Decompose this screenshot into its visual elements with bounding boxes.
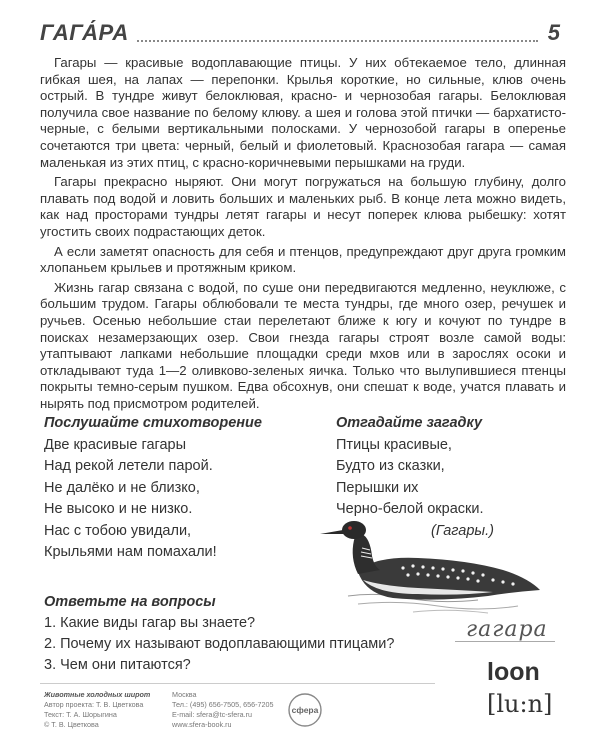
cursive-baseline: [455, 641, 555, 642]
question-item: 3. Чем они питаются?: [44, 657, 191, 673]
riddle-line: Черно-белой окраски.: [336, 501, 484, 517]
footer-credit-line: Текст: Т. А. Шорыгина: [44, 710, 117, 719]
footer-book-title: Животные холодных широт: [44, 690, 151, 699]
paragraph: Жизнь гагар связана с водой, по суше они передвигаются медленно, неуклюже, с большим трудом. Гагары облюбовали те места тундры, где много озер, речушек и ручьев. Осенью небольшие стаи перелетают ближе к югу и кочуют по тундре в поисках незамерзающих озер. Свои гнезда гагары строят возле самой воды: утаптывают лапками небольшие площадки среди мхов или в зарослях осоки и откладывают туда 1—2 оливково-зеленых яичка. Только что вылупившиеся птенцы покрыты темно-серым пушком. Едва обсохнув, они спешат к воде, учатся плавать и нырять под присмотром родителей.: [40, 279, 566, 411]
riddle-answer: (Гагары.): [431, 522, 494, 539]
footer-contact-line: www.sfera-book.ru: [172, 720, 232, 729]
riddle-title: Отгадайте загадку: [336, 415, 483, 431]
footer-credit-line: © Т. В. Цветкова: [44, 720, 99, 729]
paragraph: Гагары — красивые водоплавающие птицы. У них обтекаемое тело, длинная гибкая шея, на лапах — перепонки. Крылья короткие, но сильные, клюв очень острый. В тундре живут белоклювая, красно- и чернозобая гагары. Белоклювая получила свое название по белому клюву. а шея и голова этой птички — бархатисто-черные, с белыми вертикальными полосками. У чернозобой гагары в оперенье сочетаются три цвета: черный, белый и фиолетовый. Краснозобая гагара — самая маленькая из этих птиц, с красно-коричневыми перышками на груди.: [40, 55, 566, 170]
page-number: 5: [542, 20, 560, 46]
poem-line: Над рекой летели парой.: [44, 458, 213, 474]
footer-credits: [44, 690, 184, 730]
riddle-line: Птицы красивые,: [336, 436, 452, 453]
header-dotted-leader: [110, 40, 538, 42]
poem-line: Крыльями нам помахали!: [44, 544, 217, 560]
riddle-line: Перышки их: [336, 479, 419, 496]
footer-contact-line: E-mail: sfera@tc-sfera.ru: [172, 710, 252, 719]
paragraph: Гагары прекрасно ныряют. Они могут погружаться на большую глубину, долго плавать под водой и ловить больших и маленьких рыб. В конце лета можно видеть, как над просторами тундры летят гагары и несут поперек клюва рыбешку: хотят угостить своих подрастающих деток.: [40, 174, 566, 239]
question-item: 2. Почему их называют водоплавающими птицами?: [44, 636, 395, 652]
poem-line: Нас с тобою увидали,: [44, 522, 192, 539]
footer-contact-line: Тел.: (495) 656-7505, 656-7205: [172, 700, 274, 709]
poem-line: Не далёко и не близко,: [44, 479, 200, 496]
footer-divider: [40, 683, 435, 684]
questions-title: Ответьте на вопросы: [44, 594, 216, 610]
poem-section: [44, 413, 314, 564]
footer-contact-line: Москва: [172, 690, 197, 699]
page-title: ГАГА́РА: [40, 20, 135, 46]
question-item: 1. Какие виды гагар вы знаете?: [44, 615, 256, 631]
logo-text: сфера: [291, 705, 319, 715]
article-body: [40, 55, 566, 415]
riddle-line: Будто из сказки,: [336, 458, 445, 474]
poem-line: Не высоко и не низко.: [44, 501, 193, 517]
footer-credit-line: Автор проекта: Т. В. Цветкова: [44, 700, 144, 709]
english-word: loon: [487, 658, 540, 686]
poem-title: Послушайте стихотворение: [44, 415, 262, 431]
footer-contacts: [172, 690, 282, 730]
questions-section: [44, 592, 444, 676]
poem-line: Две красивые гагары: [44, 436, 187, 453]
cursive-word: гагара: [466, 617, 548, 642]
publisher-logo: [283, 692, 327, 728]
page-header: [40, 18, 560, 50]
paragraph: А если заметят опасность для себя и птенцов, предупреждают друг друга громким хлопаньем крыльев и протяжным криком.: [40, 243, 566, 276]
transcription: [lu:n]: [487, 690, 553, 718]
